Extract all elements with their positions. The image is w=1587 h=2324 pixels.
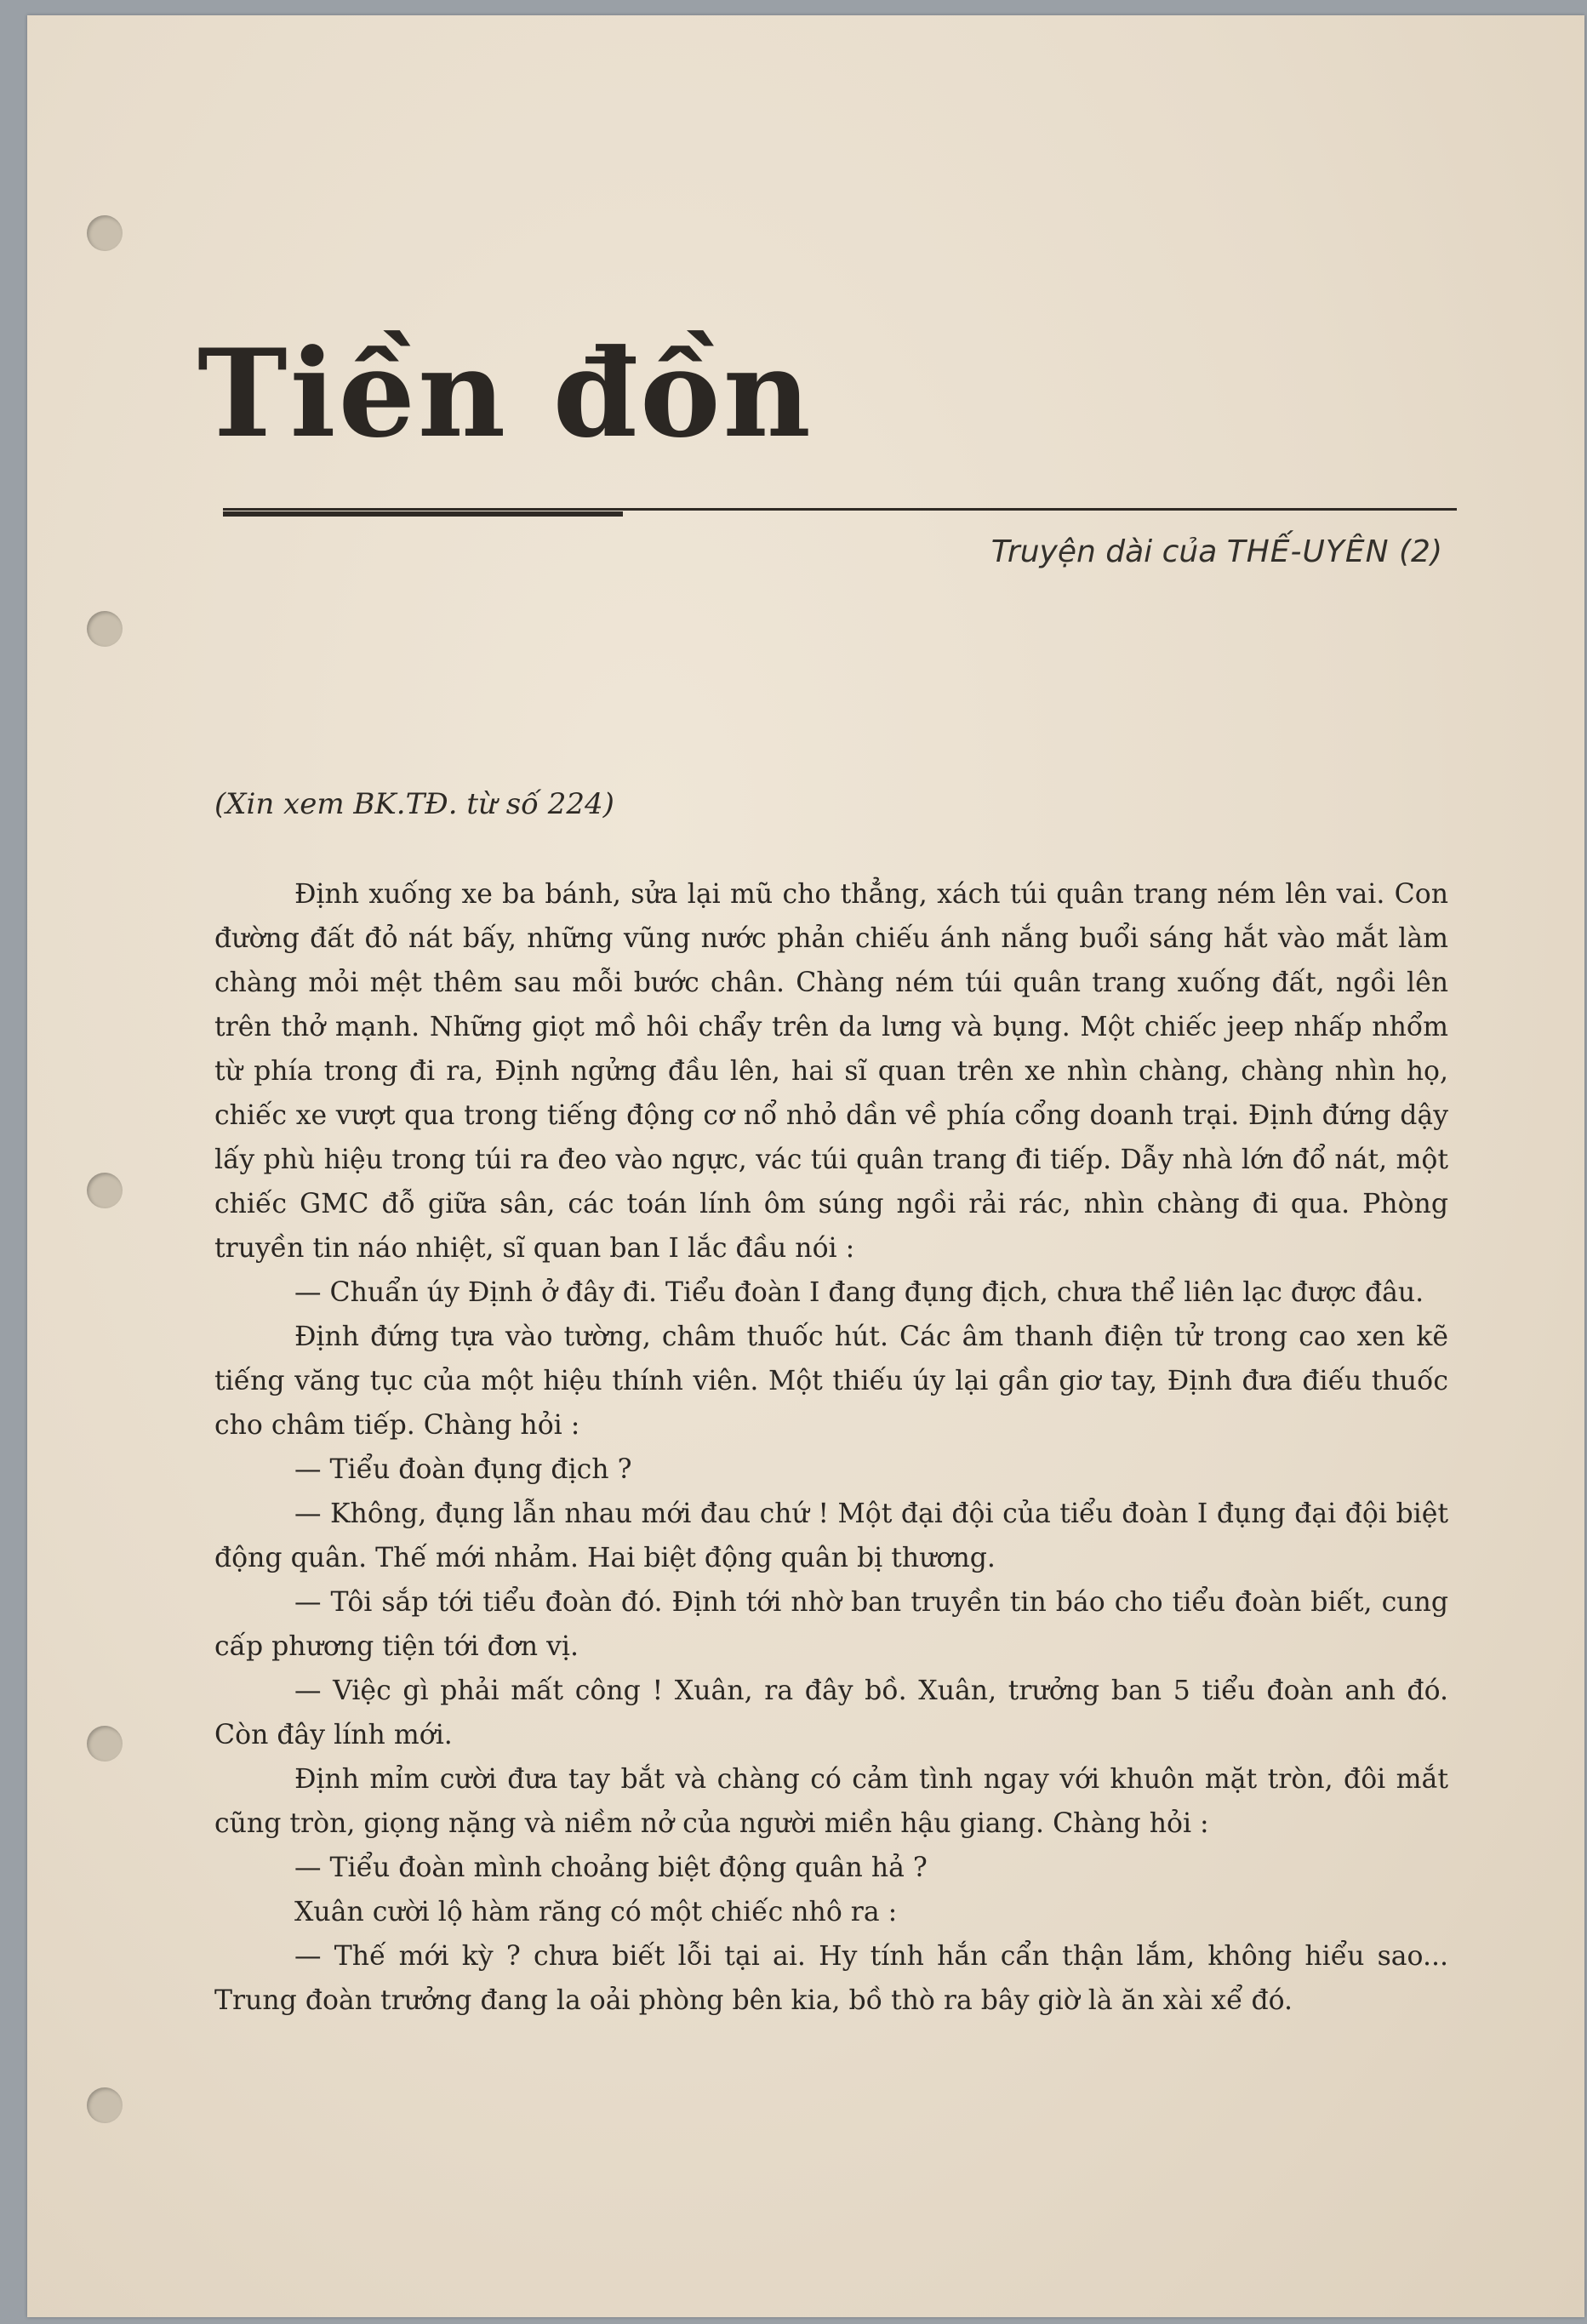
binding-hole — [87, 1726, 123, 1762]
continuation-note: (Xin xem BK.TĐ. từ số 224) — [214, 787, 614, 821]
paragraph: Định mỉm cười đưa tay bắt và chàng có cảm tình ngay với khuôn mặt tròn, đôi mắt cũng tròn, giọng nặng và niềm nở của người miền hậu giang. Chàng hỏi : — [214, 1764, 1448, 1839]
byline-prefix: Truyện dài của — [990, 534, 1218, 569]
title-divider-accent — [223, 511, 623, 517]
paragraph: — Tiểu đoàn mình choảng biệt động quân hả ? — [294, 1853, 928, 1883]
paragraph: — Tiểu đoàn đụng địch ? — [294, 1454, 632, 1485]
paragraph: — Việc gì phải mất công ! Xuân, ra đây bồ. Xuân, trưởng ban 5 tiểu đoàn anh đó. Còn đây lính mới. — [214, 1676, 1448, 1750]
binding-hole — [87, 2087, 123, 2123]
paragraph: — Chuẩn úy Định ở đây đi. Tiểu đoàn I đang đụng địch, chưa thể liên lạc được đâu. — [294, 1277, 1424, 1308]
article-body — [214, 872, 1448, 2023]
paragraph: Định xuống xe ba bánh, sửa lại mũ cho thẳng, xách túi quân trang ném lên vai. Con đường đất đỏ nát bấy, những vũng nước phản chiếu ánh nắng buổi sáng hắt vào mắt làm chàng mỏi mệt thêm sau mỗi bước chân. Chàng ném túi quân trang xuống đất, ngồi lên trên thở mạnh. Những giọt mồ hôi chẩy trên da lưng và bụng. Một chiếc jeep nhấp nhổm từ phía trong đi ra, Định ngửng đầu lên, hai sĩ quan trên xe nhìn chàng, chàng nhìn họ, chiếc xe vượt qua trong tiếng động cơ nổ nhỏ dần về phía cổng doanh trại. Định đứng dậy lấy phù hiệu trong túi ra đeo vào ngực, vác túi quân trang đi tiếp. Dẫy nhà lớn đổ nát, một chiếc GMC đỗ giữa sân, các toán lính ôm súng ngồi rải rác, nhìn chàng đi qua. Phòng truyền tin náo nhiệt, sĩ quan ban I lắc đầu nói : — [214, 879, 1448, 1264]
part-number: (2) — [1399, 534, 1442, 569]
paragraph: — Không, đụng lẫn nhau mới đau chứ ! Một đại đội của tiểu đoàn I đụng đại đội biệt động quân. Thế mới nhảm. Hai biệt động quân bị thương. — [214, 1499, 1448, 1573]
paragraph: — Tôi sắp tới tiểu đoàn đó. Định tới nhờ ban truyền tin báo cho tiểu đoàn biết, cung cấp phương tiện tới đơn vị. — [214, 1587, 1448, 1662]
binding-hole — [87, 1173, 123, 1208]
title-divider — [223, 508, 1457, 511]
paragraph: Định đứng tựa vào tường, châm thuốc hút. Các âm thanh điện tử trong cao xen kẽ tiếng văng tục của một hiệu thính viên. Một thiếu úy lại gần giơ tay, Định đưa điếu thuốc cho châm tiếp. Chàng hỏi : — [214, 1322, 1448, 1441]
paragraph: Xuân cười lộ hàm răng có một chiếc nhô ra : — [294, 1897, 898, 1927]
paragraph: — Thế mới kỳ ? chưa biết lỗi tại ai. Hy tính hắn cẩn thận lắm, không hiểu sao... Trung đoàn trưởng đang la oải phòng bên kia, bồ thò ra bây giờ là ăn xài xể đó. — [214, 1941, 1448, 2016]
binding-hole — [87, 611, 123, 647]
author-name: THẾ-UYÊN — [1226, 534, 1390, 569]
binding-hole — [87, 215, 123, 251]
article-title: Tiền đồn — [197, 323, 813, 465]
byline — [991, 534, 1442, 569]
